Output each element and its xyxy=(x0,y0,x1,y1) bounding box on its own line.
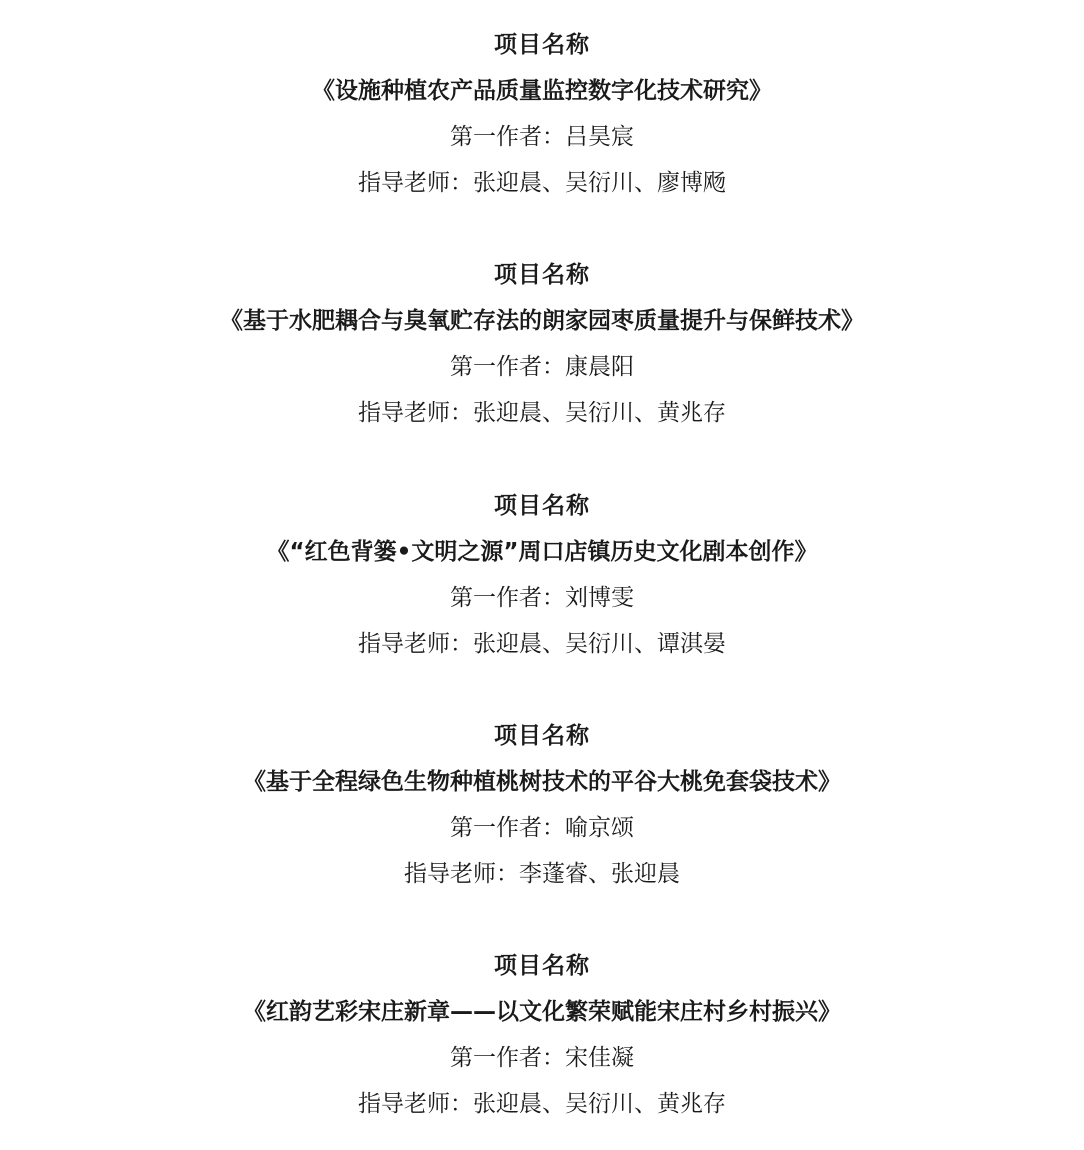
first-author: 第一作者：吕昊宸 xyxy=(450,124,634,150)
first-author: 第一作者：喻京颂 xyxy=(450,815,634,841)
project-title: 《设施种植农产品质量监控数字化技术研究》 xyxy=(312,78,772,104)
project-title: 《基于水肥耦合与臭氧贮存法的朗家园枣质量提升与保鲜技术》 xyxy=(220,308,864,334)
project-block xyxy=(0,22,1084,206)
project-block xyxy=(0,713,1084,897)
project-title: 《“红色背篓•文明之源”周口店镇历史文化剧本创作》 xyxy=(266,539,818,565)
project-title: 《红韵艺彩宋庄新章——以文化繁荣赋能宋庄村乡村振兴》 xyxy=(243,999,841,1025)
advisors: 指导老师：张迎晨、吴衍川、黄兆存 xyxy=(358,1091,726,1117)
advisors: 指导老师：张迎晨、吴衍川、黄兆存 xyxy=(358,400,726,426)
project-heading: 项目名称 xyxy=(494,32,590,58)
project-block xyxy=(0,943,1084,1127)
first-author: 第一作者：宋佳凝 xyxy=(450,1045,634,1071)
advisors: 指导老师：张迎晨、吴衍川、谭淇晏 xyxy=(358,631,726,657)
project-title: 《基于全程绿色生物种植桃树技术的平谷大桃免套袋技术》 xyxy=(243,769,841,795)
first-author: 第一作者：刘博雯 xyxy=(450,585,634,611)
project-heading: 项目名称 xyxy=(494,953,590,979)
first-author: 第一作者：康晨阳 xyxy=(450,354,634,380)
advisors: 指导老师：李蓬睿、张迎晨 xyxy=(404,861,680,887)
project-block xyxy=(0,252,1084,436)
project-heading: 项目名称 xyxy=(494,262,590,288)
advisors: 指导老师：张迎晨、吴衍川、廖博飏 xyxy=(358,170,726,196)
project-heading: 项目名称 xyxy=(494,493,590,519)
project-heading: 项目名称 xyxy=(494,723,590,749)
project-block xyxy=(0,483,1084,667)
